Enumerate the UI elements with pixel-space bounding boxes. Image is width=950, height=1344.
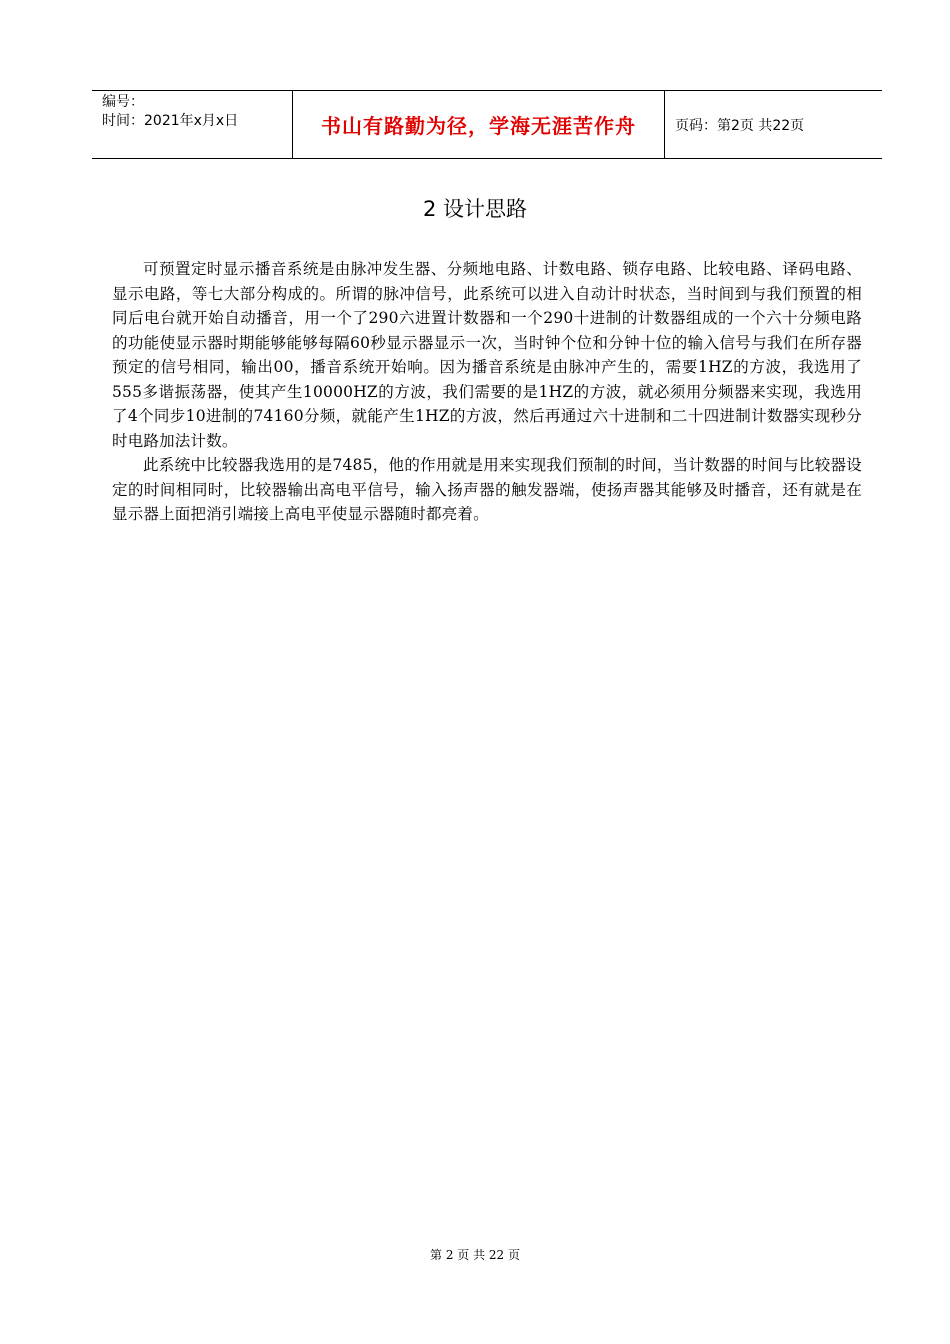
header-meta <box>92 91 292 158</box>
section-body <box>112 257 862 527</box>
header-page-info: 页码：第2页 共22页 <box>675 117 805 134</box>
paragraph: 此系统中比较器我选用的是7485，他的作用就是用来实现我们预制的时间，当计数器的时间与比较器设定的时间相同时，比较器输出高电平信号，输入扬声器的触发器端，使扬声器其能够及时播音，还有就是在显示器上面把消引端接上高电平使显示器随时都亮着。 <box>112 456 862 523</box>
page-footer: 第 2 页 共 22 页 <box>430 1248 520 1262</box>
header-motto: 书山有路勤为径，学海无涯苦作舟 <box>292 91 665 158</box>
document-time: 时间：2021年x月x日 <box>102 113 239 129</box>
paragraph: 可预置定时显示播音系统是由脉冲发生器、分频地电路、计数电路、锁存电路、比较电路、译码电路、显示电路，等七大部分构成的。所谓的脉冲信号，此系统可以进入自动计时状态，当时间到与我们预置的相同后电台就开始自动播音，用一个了290六进置计数器和一个290十进制的计数器组成的一个六十分频电路的功能使显示器时期能够能够每隔60秒显示器显示一次，当时钟个位和分钟十位的输入信号与我们在所存器预定的信号相同，输出00，播音系统开始响。因为播音系统是由脉冲产生的，需要1HZ的方波，我选用了555多谐振荡器，使其产生10000HZ的方波，我们需要的是1HZ的方波，就必须用分频器来实现，我选用了4个同步10进制的74160分频，就能产生1HZ的方波，然后再通过六十进制和二十四进制计数器实现秒分时电路加法计数。 <box>112 260 862 450</box>
page-header <box>92 90 882 159</box>
document-number-label: 编号： <box>102 94 144 110</box>
section-title: 2 设计思路 <box>422 197 528 221</box>
